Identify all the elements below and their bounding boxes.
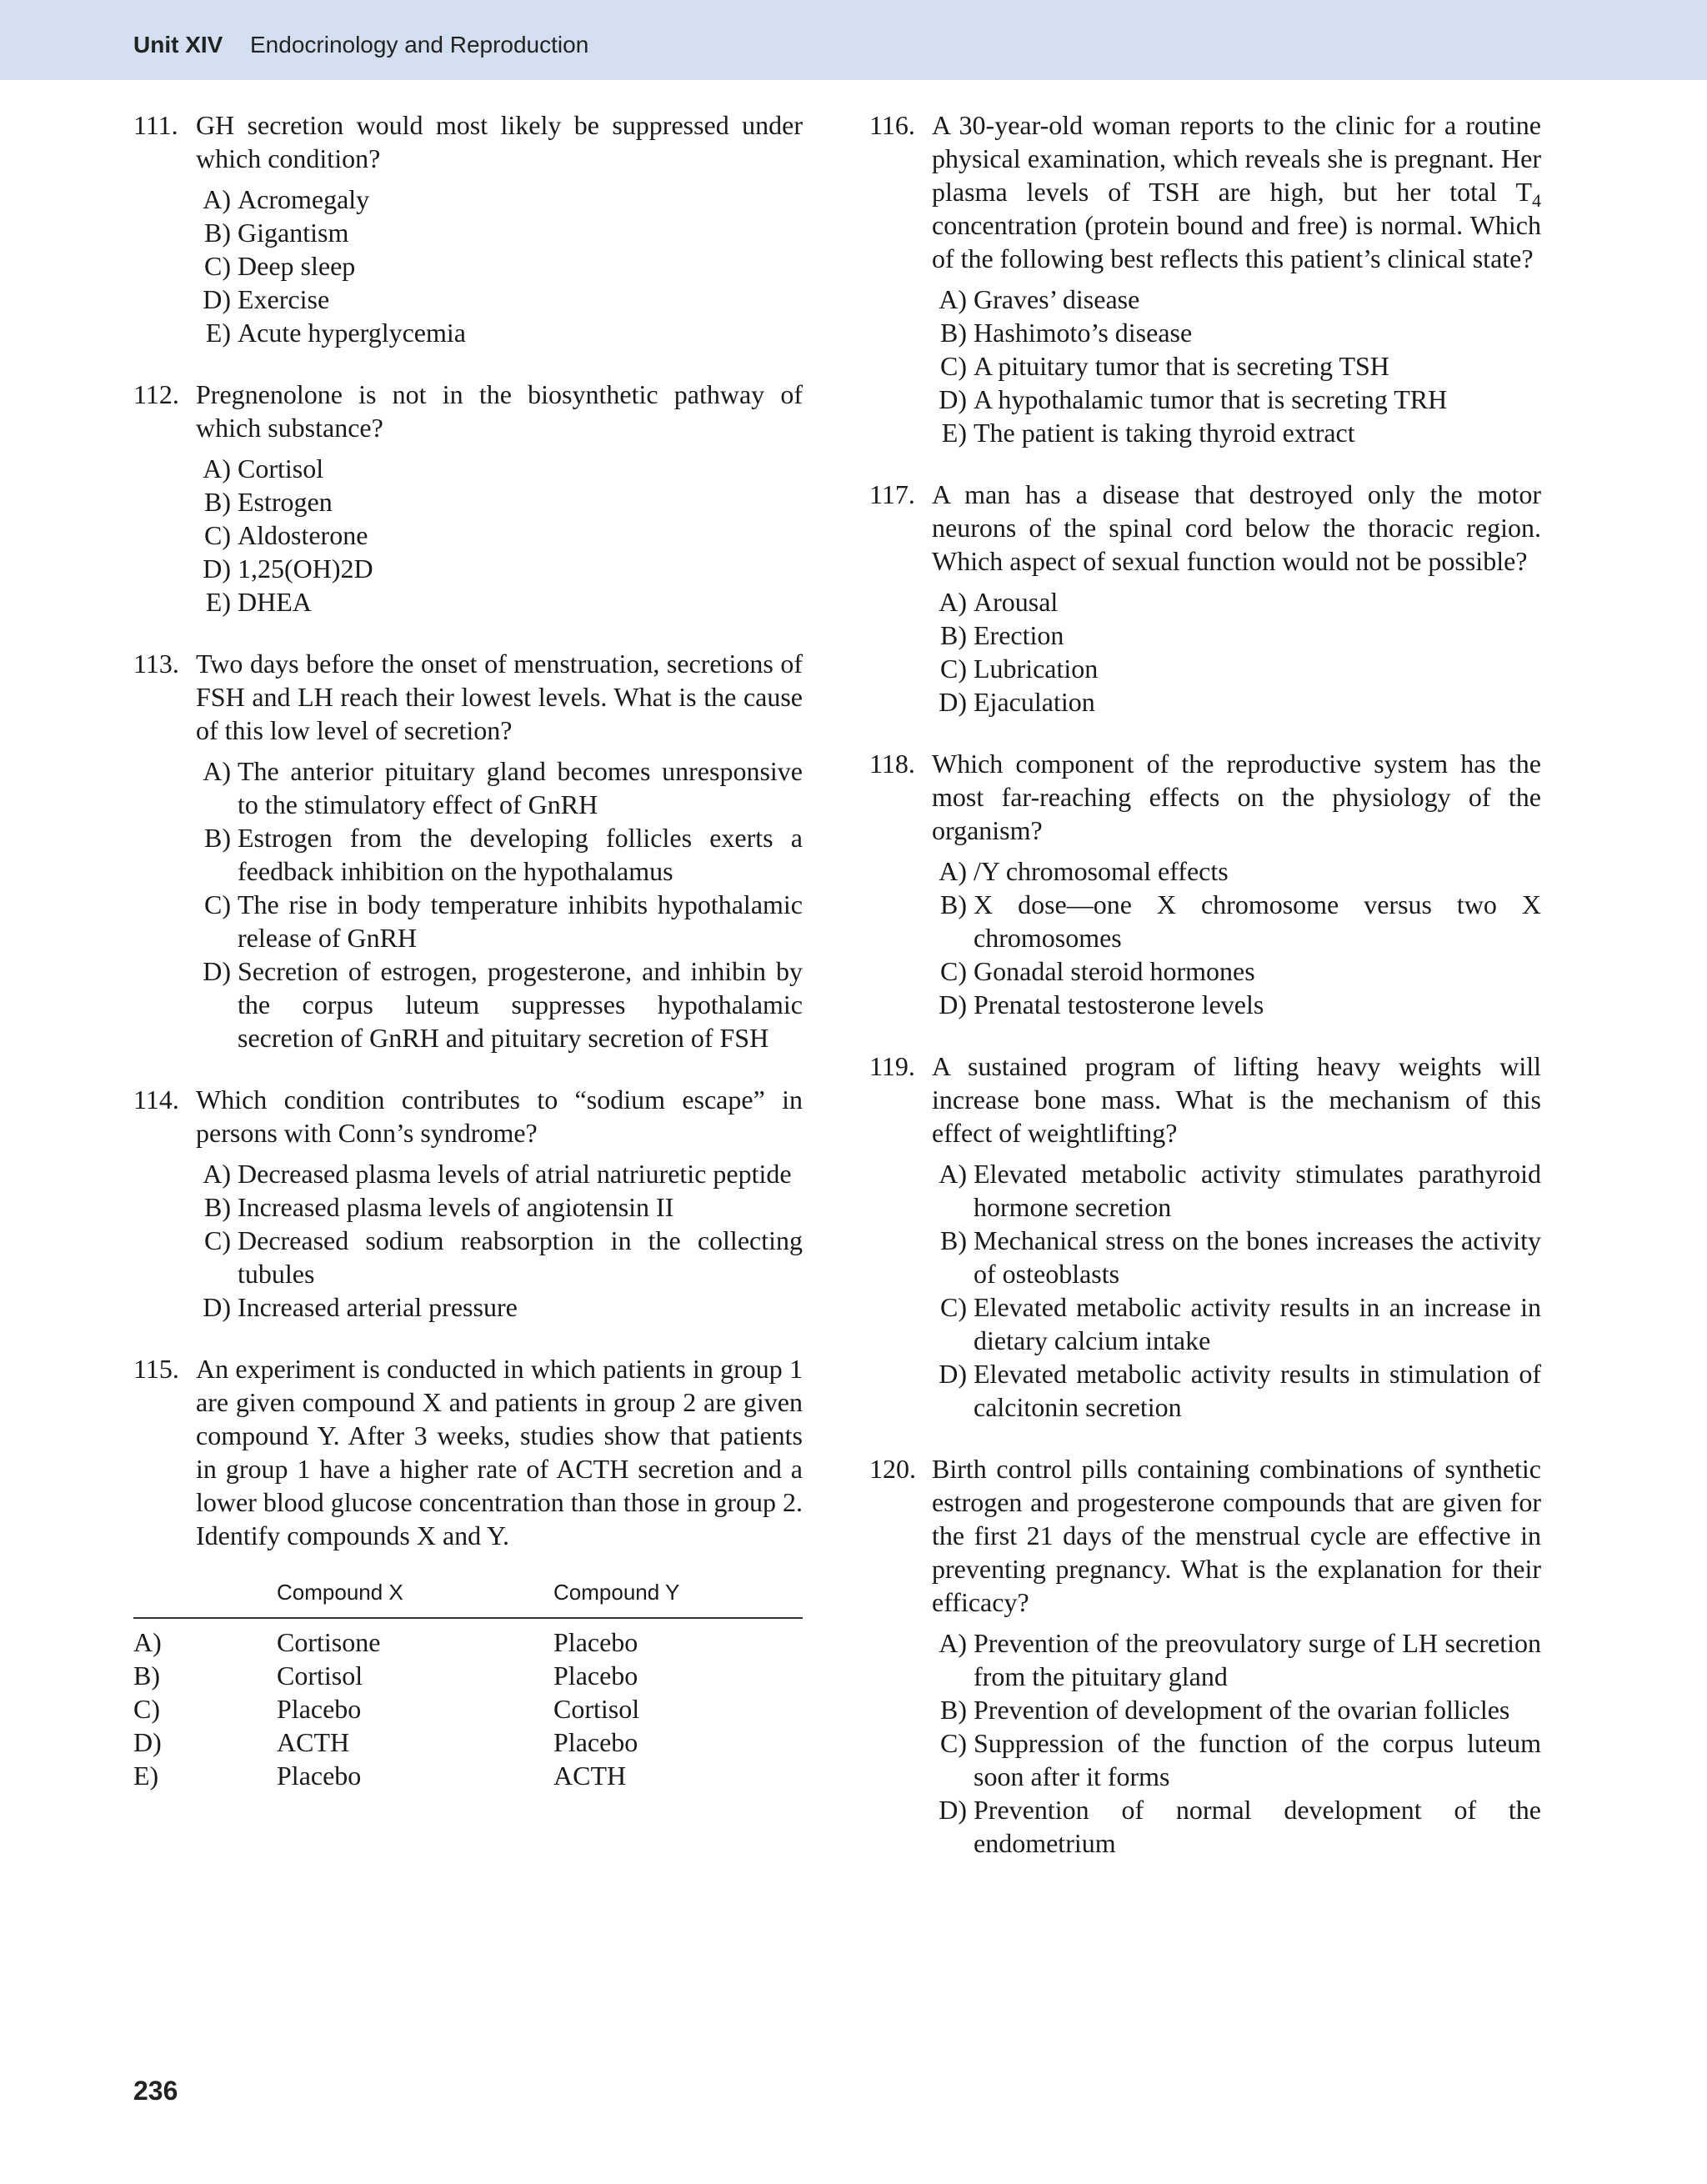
table-cell: Cortisone bbox=[277, 1627, 381, 1657]
option-letter: C) bbox=[204, 1225, 231, 1255]
option-text: A pituitary tumor that is secreting TSH bbox=[974, 351, 1389, 381]
option-text: Graves’ disease bbox=[974, 284, 1140, 314]
left-column bbox=[133, 108, 803, 1792]
option-d bbox=[196, 1290, 803, 1324]
option-a bbox=[196, 183, 803, 216]
table-cell: Placebo bbox=[553, 1661, 638, 1691]
question-stem: Which component of the reproductive system has the most far-reaching effects on the physiology of the organism? bbox=[932, 749, 1541, 845]
option-letter: A) bbox=[939, 1628, 967, 1658]
option-letter: B) bbox=[940, 318, 967, 348]
option-text: Hashimoto’s disease bbox=[974, 318, 1193, 348]
option-letter: A) bbox=[203, 1159, 231, 1189]
table-header-row bbox=[133, 1575, 803, 1618]
option-letter: A) bbox=[203, 453, 231, 483]
option-text: Aldosterone bbox=[238, 520, 368, 550]
question-stem: A man has a disease that destroyed only the motor neurons of the spinal cord below the thoracic region. Which aspect of sexual function would not be possible? bbox=[932, 479, 1541, 576]
option-text: Acromegaly bbox=[238, 184, 370, 214]
option-text: Prevention of normal development of the endometrium bbox=[974, 1795, 1541, 1858]
option-b bbox=[932, 888, 1541, 954]
option-a bbox=[196, 754, 803, 821]
option-letter: C) bbox=[204, 251, 231, 281]
option-b bbox=[196, 1190, 803, 1224]
option-text: Decreased sodium reabsorption in the collecting tubules bbox=[238, 1225, 803, 1289]
option-a bbox=[932, 1157, 1541, 1224]
table-cell: A) bbox=[133, 1627, 162, 1657]
table-row bbox=[133, 1759, 803, 1792]
question-114 bbox=[133, 1083, 803, 1324]
option-a bbox=[932, 854, 1541, 888]
question-115 bbox=[133, 1352, 803, 1552]
option-letter: C) bbox=[940, 351, 967, 381]
option-d bbox=[932, 988, 1541, 1021]
option-text: Suppression of the function of the corpus luteum soon after it forms bbox=[974, 1728, 1541, 1791]
option-letter: E) bbox=[205, 587, 231, 617]
option-letter: E) bbox=[941, 418, 967, 448]
subscript: 4 bbox=[1532, 190, 1541, 211]
option-letter: D) bbox=[203, 956, 231, 986]
option-b bbox=[932, 316, 1541, 349]
table-row bbox=[133, 1659, 803, 1692]
option-text: Ejaculation bbox=[974, 687, 1095, 717]
option-letter: B) bbox=[204, 1192, 231, 1222]
table-cell: C) bbox=[133, 1694, 160, 1724]
option-text: Exercise bbox=[238, 284, 330, 314]
option-text: Arousal bbox=[974, 587, 1059, 617]
table-row bbox=[133, 1618, 803, 1659]
option-letter: D) bbox=[939, 687, 967, 717]
option-e bbox=[196, 585, 803, 619]
option-e bbox=[932, 416, 1541, 449]
table-cell: Cortisol bbox=[277, 1661, 363, 1691]
option-c bbox=[196, 249, 803, 283]
option-a bbox=[196, 452, 803, 485]
option-text: Prevention of development of the ovarian follicles bbox=[974, 1695, 1510, 1725]
option-d bbox=[932, 1357, 1541, 1424]
option-letter: C) bbox=[940, 654, 967, 684]
table-cell: ACTH bbox=[553, 1761, 627, 1791]
option-text: DHEA bbox=[238, 587, 312, 617]
table-row bbox=[133, 1726, 803, 1759]
column-header: Compound Y bbox=[553, 1575, 803, 1618]
question-number: 111. bbox=[133, 110, 178, 140]
stem-part: concentration (protein bound and free) is normal. Which of the following best reflects this patient’s clinical state? bbox=[932, 210, 1541, 273]
question-112 bbox=[133, 378, 803, 619]
table-cell: B) bbox=[133, 1661, 160, 1691]
option-text: Decreased plasma levels of atrial natriuretic peptide bbox=[238, 1159, 792, 1189]
option-text: Elevated metabolic activity stimulates parathyroid hormone secretion bbox=[974, 1159, 1541, 1222]
option-text: Cortisol bbox=[238, 453, 324, 483]
option-a bbox=[932, 585, 1541, 619]
option-letter: C) bbox=[940, 1292, 967, 1322]
option-list bbox=[932, 1157, 1541, 1424]
option-c bbox=[932, 349, 1541, 383]
option-c bbox=[196, 518, 803, 552]
option-b bbox=[196, 821, 803, 888]
option-b bbox=[932, 1693, 1541, 1726]
table-cell: Placebo bbox=[277, 1694, 362, 1724]
option-letter: A) bbox=[939, 1159, 967, 1189]
option-e bbox=[196, 316, 803, 349]
question-120 bbox=[869, 1452, 1541, 1860]
table-row bbox=[133, 1692, 803, 1726]
option-text: Secretion of estrogen, progesterone, and inhibin by the corpus luteum suppresses hypothalamic secretion of GnRH and pituitary secretion of FSH bbox=[238, 956, 803, 1053]
question-118 bbox=[869, 747, 1541, 1021]
option-letter: B) bbox=[940, 889, 967, 919]
option-text: A hypothalamic tumor that is secreting TRH bbox=[974, 384, 1448, 414]
option-letter: A) bbox=[939, 856, 967, 886]
option-letter: B) bbox=[940, 1695, 967, 1725]
option-letter: D) bbox=[939, 384, 967, 414]
option-text: The rise in body temperature inhibits hypothalamic release of GnRH bbox=[238, 889, 803, 953]
option-d bbox=[932, 1793, 1541, 1860]
option-letter: A) bbox=[203, 756, 231, 786]
option-d bbox=[196, 954, 803, 1054]
option-c bbox=[932, 1290, 1541, 1357]
option-letter: B) bbox=[940, 620, 967, 650]
table-cell: D) bbox=[133, 1727, 162, 1757]
table-cell: Placebo bbox=[553, 1627, 638, 1657]
section-title: Endocrinology and Reproduction bbox=[250, 32, 589, 58]
option-c bbox=[196, 888, 803, 954]
question-stem: An experiment is conducted in which patients in group 1 are given compound X and patients in group 2 are given compound Y. After 3 weeks, studies show that patients in group 1 have a higher rate of ACTH secretion and a lower blood glucose concentration than those in group 2. Identify compounds X and Y. bbox=[196, 1354, 803, 1550]
option-letter: C) bbox=[204, 889, 231, 919]
option-text: Increased arterial pressure bbox=[238, 1292, 518, 1322]
option-letter: A) bbox=[939, 284, 967, 314]
question-number: 116. bbox=[869, 110, 915, 140]
question-stem: Birth control pills containing combinations of synthetic estrogen and progesterone compounds that are given for the first 21 days of the menstrual cycle are effective in preventing pregnancy. What is the explanation for their efficacy? bbox=[932, 1454, 1541, 1617]
option-text: The anterior pituitary gland becomes unresponsive to the stimulatory effect of GnRH bbox=[238, 756, 803, 819]
question-stem: Pregnenolone is not in the biosynthetic pathway of which substance? bbox=[196, 379, 803, 443]
option-letter: E) bbox=[205, 318, 231, 348]
option-list bbox=[932, 283, 1541, 449]
option-text: The patient is taking thyroid extract bbox=[974, 418, 1355, 448]
question-117 bbox=[869, 478, 1541, 719]
option-letter: D) bbox=[939, 1359, 967, 1389]
option-letter: D) bbox=[203, 284, 231, 314]
option-list bbox=[932, 585, 1541, 719]
option-letter: B) bbox=[940, 1225, 967, 1255]
option-letter: D) bbox=[203, 1292, 231, 1322]
option-b bbox=[196, 485, 803, 518]
option-text: Prenatal testosterone levels bbox=[974, 989, 1264, 1019]
option-list bbox=[196, 754, 803, 1054]
option-text: /Y chromosomal effects bbox=[974, 856, 1229, 886]
compound-table bbox=[133, 1575, 803, 1792]
option-list bbox=[196, 1157, 803, 1324]
option-text: X dose—one X chromosome versus two X chromosomes bbox=[974, 889, 1541, 953]
option-text: Acute hyperglycemia bbox=[238, 318, 466, 348]
table-cell: Cortisol bbox=[553, 1694, 640, 1724]
option-list bbox=[196, 452, 803, 619]
option-letter: B) bbox=[204, 487, 231, 517]
option-b bbox=[932, 1224, 1541, 1290]
option-letter: D) bbox=[203, 554, 231, 584]
running-header bbox=[0, 0, 1707, 80]
option-c bbox=[932, 954, 1541, 988]
question-number: 117. bbox=[869, 479, 915, 509]
option-letter: A) bbox=[939, 587, 967, 617]
option-letter: C) bbox=[940, 1728, 967, 1758]
option-list bbox=[932, 854, 1541, 1021]
option-b bbox=[196, 216, 803, 249]
option-text: Estrogen from the developing follicles exerts a feedback inhibition on the hypothalamus bbox=[238, 823, 803, 886]
option-letter: B) bbox=[204, 218, 231, 248]
option-a bbox=[932, 1626, 1541, 1693]
option-letter: B) bbox=[204, 823, 231, 853]
column-header bbox=[133, 1575, 277, 1618]
question-stem: A sustained program of lifting heavy weights will increase bone mass. What is the mechanism of this effect of weightlifting? bbox=[932, 1051, 1541, 1148]
option-letter: C) bbox=[204, 520, 231, 550]
option-list bbox=[932, 1626, 1541, 1860]
option-d bbox=[196, 552, 803, 585]
question-number: 120. bbox=[869, 1454, 916, 1484]
question-number: 119. bbox=[869, 1051, 915, 1081]
option-text: Elevated metabolic activity results in stimulation of calcitonin secretion bbox=[974, 1359, 1541, 1422]
column-header: Compound X bbox=[277, 1575, 553, 1618]
option-text: Lubrication bbox=[974, 654, 1099, 684]
table-cell: E) bbox=[133, 1761, 159, 1791]
option-a bbox=[932, 283, 1541, 316]
right-column bbox=[869, 108, 1541, 1888]
question-119 bbox=[869, 1049, 1541, 1424]
question-stem: GH secretion would most likely be suppressed under which condition? bbox=[196, 110, 803, 173]
unit-label: Unit XIV bbox=[133, 32, 223, 58]
option-d bbox=[932, 383, 1541, 416]
option-d bbox=[196, 283, 803, 316]
table-cell: Placebo bbox=[553, 1727, 638, 1757]
option-text: Increased plasma levels of angiotensin II bbox=[238, 1192, 674, 1222]
option-d bbox=[932, 685, 1541, 719]
option-text: Mechanical stress on the bones increases the activity of osteoblasts bbox=[974, 1225, 1541, 1289]
question-number: 112. bbox=[133, 379, 179, 409]
option-text: Prevention of the preovulatory surge of LH secretion from the pituitary gland bbox=[974, 1628, 1541, 1691]
option-text: Deep sleep bbox=[238, 251, 356, 281]
question-stem: Which condition contributes to “sodium escape” in persons with Conn’s syndrome? bbox=[196, 1084, 803, 1148]
option-c bbox=[932, 1726, 1541, 1793]
question-113 bbox=[133, 647, 803, 1054]
table-cell: ACTH bbox=[277, 1727, 350, 1757]
table-cell: Placebo bbox=[277, 1761, 362, 1791]
question-116 bbox=[869, 108, 1541, 449]
option-letter: A) bbox=[203, 184, 231, 214]
option-text: Gonadal steroid hormones bbox=[974, 956, 1255, 986]
question-number: 114. bbox=[133, 1084, 179, 1115]
option-list bbox=[196, 183, 803, 349]
question-stem bbox=[932, 108, 1541, 275]
question-number: 118. bbox=[869, 749, 915, 779]
question-number: 115. bbox=[133, 1354, 179, 1384]
option-a bbox=[196, 1157, 803, 1190]
option-letter: D) bbox=[939, 989, 967, 1019]
option-text: Gigantism bbox=[238, 218, 349, 248]
option-c bbox=[932, 652, 1541, 685]
option-c bbox=[196, 1224, 803, 1290]
question-stem: Two days before the onset of menstruation, secretions of FSH and LH reach their lowest levels. What is the cause of this low level of secretion? bbox=[196, 649, 803, 745]
option-text: Erection bbox=[974, 620, 1064, 650]
option-letter: D) bbox=[939, 1795, 967, 1825]
option-letter: C) bbox=[940, 956, 967, 986]
stem-part: A 30-year-old woman reports to the clinic for a routine physical examination, which reveals she is pregnant. Her plasma levels of TSH are high, but her total T bbox=[932, 110, 1541, 207]
page-number: 236 bbox=[133, 2076, 178, 2106]
option-text: Elevated metabolic activity results in an increase in dietary calcium intake bbox=[974, 1292, 1541, 1355]
option-text: Estrogen bbox=[238, 487, 333, 517]
question-number: 113. bbox=[133, 649, 179, 679]
question-111 bbox=[133, 108, 803, 349]
option-text: 1,25(OH)2D bbox=[238, 554, 373, 584]
option-b bbox=[932, 619, 1541, 652]
